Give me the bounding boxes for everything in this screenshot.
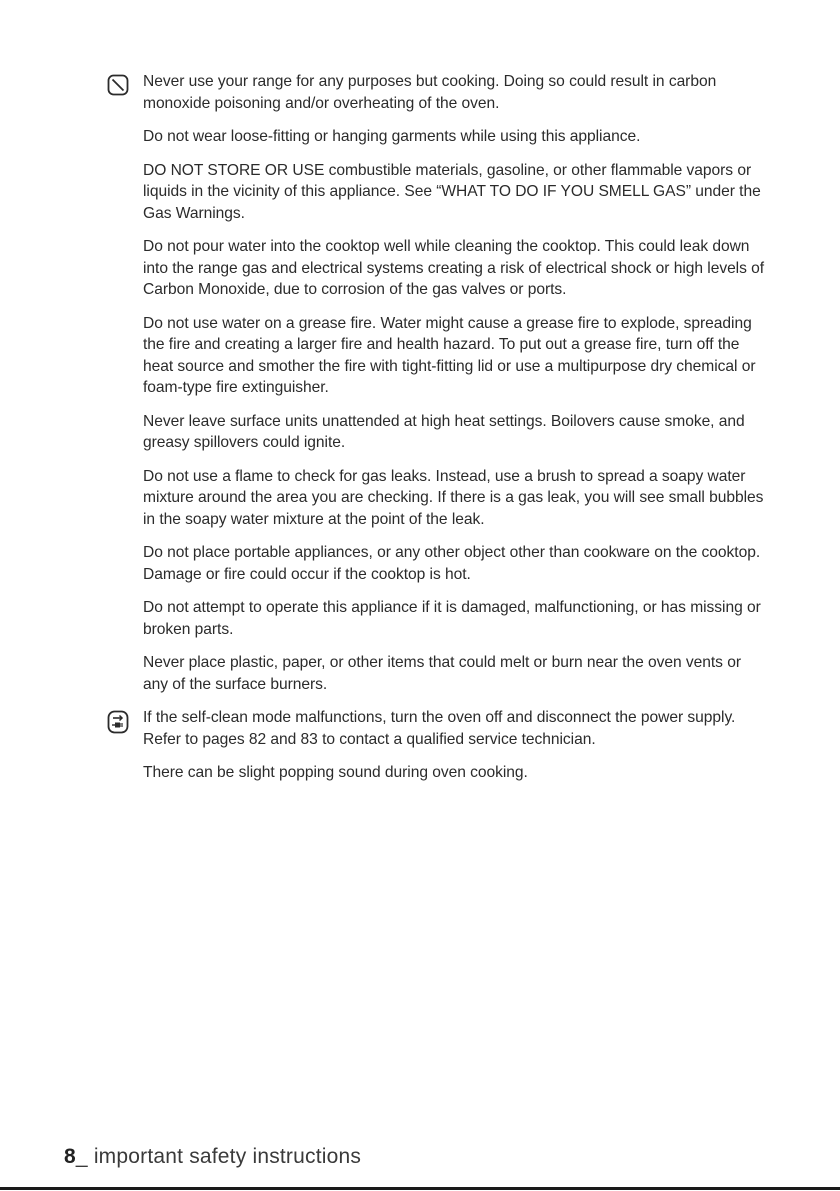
bottom-divider [0,1187,840,1190]
instruction-paragraph: Never place plastic, paper, or other items that could melt or burn near the oven vents or any of the surface burners. [143,654,741,693]
unplug-icon [107,710,129,736]
safety-instructions-content [143,71,768,796]
section-title: important safety instructions [87,1145,362,1168]
page-number: 8 [64,1145,76,1168]
instruction-paragraph: Do not pour water into the cooktop well while cleaning the cooktop. This could leak down into the range gas and electrical systems creating a risk of electrical shock or high levels of Carbon Monoxide, due to corrosion of the gas valves or ports. [143,238,765,298]
instruction-paragraph: Do not use water on a grease fire. Water might cause a grease fire to explode, spreading the fire and creating a larger fire and health hazard. To put out a grease fire, turn off the heat source and smother the fire with tight-fitting lid or use a multipurpose dry chemical or foam-type fire extinguisher. [143,314,756,396]
instruction-paragraph: Do not use a flame to check for gas leaks. Instead, use a brush to spread a soapy water mixture around the area you are checking. If there is a gas leak, you will see small bubbles in the soapy water mixture at the point of the leak. [143,467,764,528]
instruction-paragraph: There can be slight popping sound during oven cooking. [143,764,528,781]
footer-separator: _ [75,1145,88,1168]
instruction-paragraph: If the self-clean mode malfunctions, turn the oven off and disconnect the power supply. Refer to pages 82 and 83 to contact a qualified service technician. [143,707,768,750]
instruction-paragraph: Do not wear loose-fitting or hanging garments while using this appliance. [143,128,641,145]
instruction-paragraph: Never leave surface units unattended at high heat settings. Boilovers cause smoke, and greasy spillovers could ignite. [143,412,745,451]
page-footer [64,1145,361,1169]
prohibition-icon [107,74,129,100]
instruction-paragraph: Do not place portable appliances, or any other object other than cookware on the cooktop. Damage or fire could occur if the cooktop is hot. [143,544,761,583]
instruction-paragraph: Never use your range for any purposes but cooking. Doing so could result in carbon monoxide poisoning and/or overheating of the oven. [143,71,768,114]
instruction-paragraph: Do not attempt to operate this appliance if it is damaged, malfunctioning, or has missing or broken parts. [143,599,761,638]
instruction-paragraph: DO NOT STORE OR USE combustible materials, gasoline, or other flammable vapors or liquids in the vicinity of this appliance. See “WHAT TO DO IF YOU SMELL GAS” under the Gas Warnings. [143,161,761,222]
